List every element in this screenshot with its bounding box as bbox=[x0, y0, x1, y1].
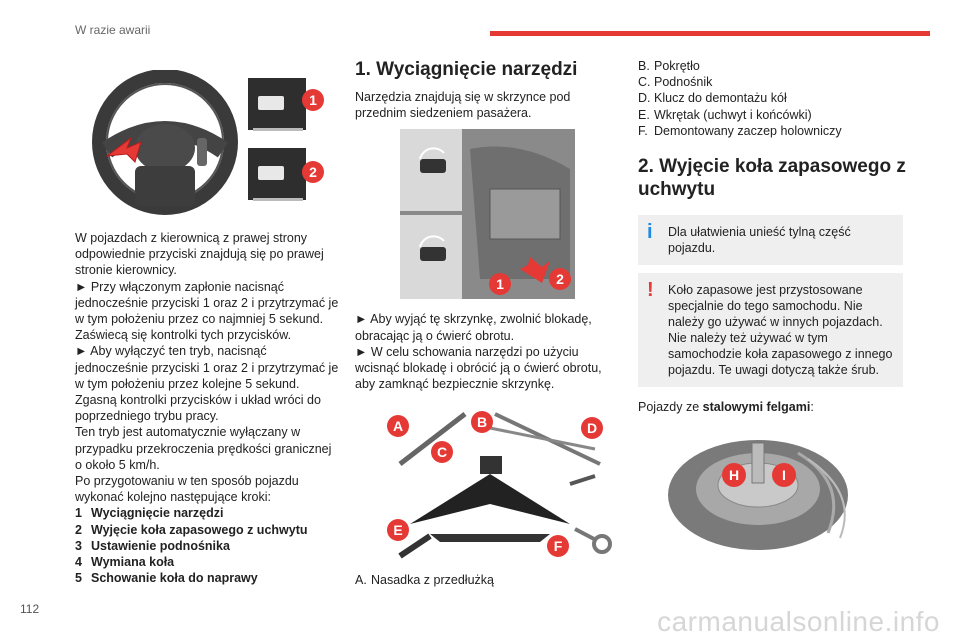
page-number: 112 bbox=[20, 602, 40, 616]
callout-2: 2 bbox=[309, 164, 317, 180]
step-item: 2 Wyjęcie koła zapasowego z uchwytu bbox=[75, 522, 308, 537]
paragraph: Po przygotowaniu w ten sposób pojazdu wykonać kolejno następujące kroki: bbox=[75, 474, 299, 505]
paragraph: ► W celu schowania narzędzi po użyciu wcisnąć blokadę i obrócić ją o ćwierć obrotu, aby zamknąć bezpiecznie skrzynkę. bbox=[355, 344, 602, 392]
list-item: F. Demontowany zaczep holowniczy bbox=[638, 123, 842, 138]
info-note: i Dla ułatwienia unieść tylną część pojazdu. bbox=[638, 215, 903, 265]
paragraph: Narzędzia znajdują się w skrzynce pod przednim siedzeniem pasażera. bbox=[355, 90, 571, 121]
paragraph: Zaświecą się kontrolki tych przycisków. bbox=[75, 328, 292, 343]
step-item: 3 Ustawienie podnośnika bbox=[75, 538, 230, 553]
section-title: 2. Wyjęcie koła zapasowego z uchwytu bbox=[638, 156, 906, 201]
callout-c: C bbox=[436, 444, 448, 461]
callout-a: A bbox=[392, 418, 404, 435]
step-item: 4 Wymiana koła bbox=[75, 555, 175, 570]
warning-icon: ! bbox=[647, 279, 654, 302]
paragraph: Pojazdy ze stalowymi felgami: bbox=[638, 400, 814, 415]
callout-1: 1 bbox=[496, 276, 504, 293]
left-column bbox=[75, 230, 340, 586]
paragraph: ► Aby wyjąć tę skrzynkę, zwolnić blokadę, obracając ją o ćwierć obrotu. bbox=[355, 312, 592, 343]
callout-e: E bbox=[393, 522, 403, 539]
watermark: carmanualsonline.info bbox=[657, 606, 940, 637]
running-header: W razie awarii bbox=[75, 23, 151, 37]
paragraph: Ten tryb jest automatycznie wyłączany w przypadku przekroczenia prędkości granicznej o około 5 km/h. bbox=[75, 425, 332, 472]
spare-wheel-figure bbox=[658, 423, 878, 553]
callout-i: I bbox=[782, 467, 786, 484]
toolbox-figure bbox=[400, 129, 575, 299]
warning-note: ! Koło zapasowe jest przystosowane specjalnie do tego samochodu. Nie należy go używać w innych pojazdach. Nie należy też używać w tym samochodzie koła zapasowego z innego pojazdu. Te uwagi dotyczą także śrub. bbox=[638, 273, 903, 387]
tools-figure bbox=[370, 404, 620, 564]
callout-d: D bbox=[586, 420, 598, 437]
header-accent-bar bbox=[490, 31, 930, 36]
step-item: 1 Wyciągnięcie narzędzi bbox=[75, 506, 224, 521]
paragraph: ► Aby wyłączyć ten tryb, nacisnąć jednocześnie przyciski 1 oraz 2 i przytrzymać je w tym położeniu przez kolejne 5 sekund. bbox=[75, 344, 339, 391]
list-item: C. Podnośnik bbox=[638, 75, 713, 90]
paragraph: Zgasną kontrolki przycisków i układ wróci do poprzedniego trybu pracy. bbox=[75, 393, 321, 424]
callout-2: 2 bbox=[556, 271, 564, 288]
section-title: 1. Wyciągnięcie narzędzi bbox=[355, 59, 578, 80]
right-column bbox=[638, 58, 906, 553]
middle-column bbox=[355, 58, 620, 589]
callout-b: B bbox=[476, 414, 488, 431]
paragraph: W pojazdach z kierownicą z prawej strony odpowiednie przyciski znajdują się po prawej stronie kierownicy. bbox=[75, 231, 324, 278]
paragraph: ► Przy włączonym zapłonie nacisnąć jednocześnie przyciski 1 oraz 2 i przytrzymać je w tym położeniu przez co najmniej 5 sekund. bbox=[75, 279, 339, 327]
steering-wheel-figure bbox=[75, 70, 345, 220]
info-icon: i bbox=[647, 221, 653, 244]
step-item: 5 Schowanie koła do naprawy bbox=[75, 571, 258, 586]
callout-1: 1 bbox=[309, 92, 317, 108]
callout-h: H bbox=[728, 467, 740, 484]
list-item: A. Nasadka z przedłużką bbox=[355, 573, 494, 588]
list-item: B. Pokrętło bbox=[638, 59, 700, 73]
list-item: E. Wkrętak (uchwyt i końcówki) bbox=[638, 107, 812, 122]
list-item: D. Klucz do demontażu kół bbox=[638, 91, 787, 106]
callout-f: F bbox=[553, 538, 563, 555]
